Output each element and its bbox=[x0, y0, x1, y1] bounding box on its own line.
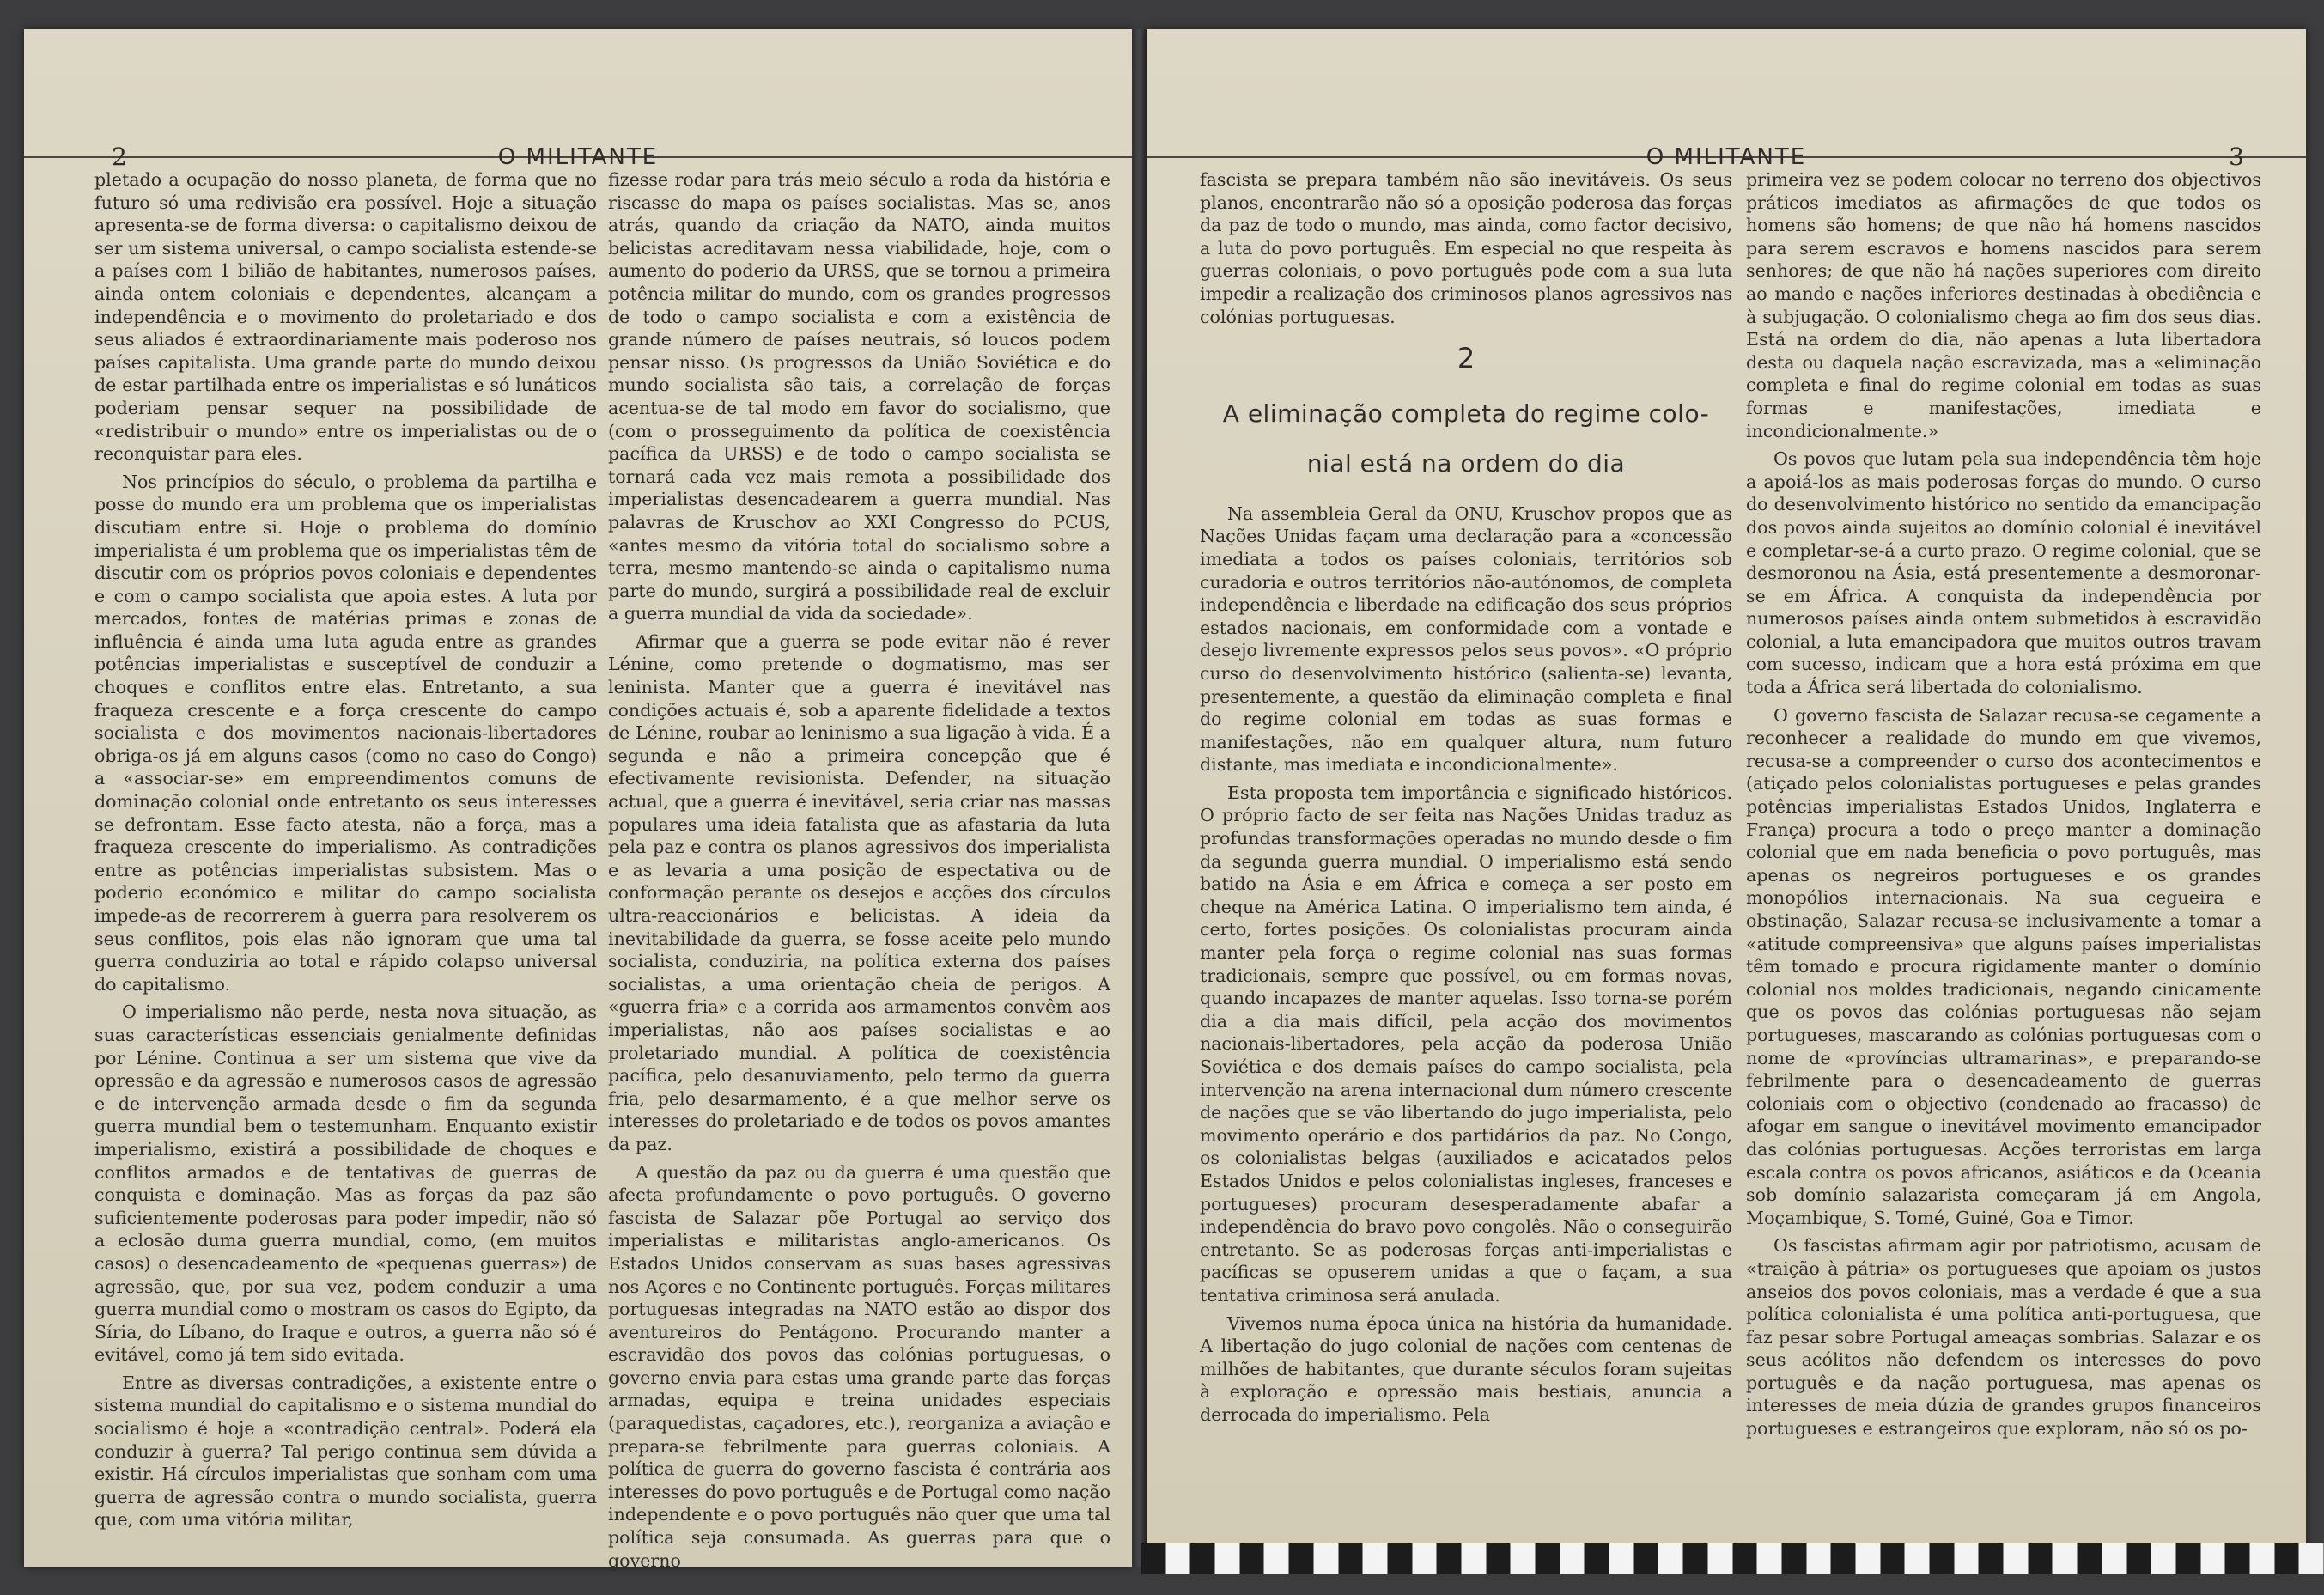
paragraph: Afirmar que a guerra se pode evitar não é rever Lénine, como pretende o dogmatismo, mas ser leninista. Manter que a guerra é inevitável nas condições actuais é, sob a aparente fidelidade a textos de Lénine, roubar ao leninismo a sua ligação à vida. É a segunda e não a primeira concepção que é efectivamente revisionista. Defender, na situação actual, que a guerra é inevitável, seria criar nas massas populares uma ideia fatalista que as afastaria da luta pela paz e contra os planos agressivos dos imperialista e as levaria a uma posição de espectativa ou de conformação perante os desejos e acções dos círculos ultra-reaccionários e belicistas. A ideia da inevitabilidade da guerra, se fosse aceite pelo mundo socialista, conduziria, na política externa dos países socialistas, a uma orientação cheia de perigos. A «guerra fria» e a corrida aos armamentos convêm aos imperialistas, não aos países socialistas e ao proletariado mundial. A política de coexistência pacífica, pelo desanuviamento, pelo termo da guerra fria, pelo desarmamento, é a que melhor serve os interesses do proletariado e de todos os povos amantes da paz. bbox=[608, 630, 1110, 1154]
page-number: 2 bbox=[112, 143, 127, 171]
section-title-line-1: A eliminação completa do regime colo- bbox=[1222, 399, 1710, 428]
left-page bbox=[24, 29, 1132, 1571]
paragraph: Nos princípios do século, o problema da partilha e posse do mundo era um problema que os imperialistas discutiam entre si. Hoje o problema do domínio imperialista é um problema que os imperialistas têm de discutir com os próprios povos coloniais e dependentes e com o campo socialista que apoia estes. A luta por mercados, fontes de matérias primas e zonas de influência é ainda uma luta aguda entre as grandes potências imperialistas e susceptível de conduzir a choques e conflitos entre elas. Entretanto, a sua fraqueza crescente e a força crescente do campo socialista e dos movimentos nacionais-libertadores obriga-os já em alguns casos (como no caso do Congo) a «associar-se» em empreendimentos comuns de dominação colonial onde entretanto os seus interesses se defrontam. Esse facto atesta, não a força, mas a fraqueza crescente do imperialismo. As contradições entre as potências imperialistas subsistem. Mas o poderio económico e militar do campo socialista impede-as de recorrerem à guerra para resolverem os seus conflitos, pois elas não ignoram que uma tal guerra conduziria ao total e rápido colapso universal do capitalismo. bbox=[94, 471, 597, 995]
paragraph: A questão da paz ou da guerra é uma questão que afecta profundamente o povo português. O governo fascista de Salazar põe Portugal ao serviço dos imperialistas e militaristas anglo-americanos. Os Estados Unidos conservam as suas bases agressivas nos Açores e no Continente português. Forças militares portuguesas integradas na NATO estão ao dispor dos aventureiros do Pentágono. Procurando manter a escravidão dos povos das colónias portuguesas, o governo envia para estas uma grande parte das forças armadas, equipa e treina unidades especiais (paraquedistas, caçadores, etc.), reorganiza a aviação e prepara-se febrilmente para guerras coloniais. A política de guerra do governo fascista é contrária aos interesses do povo português e de Portugal como nação independente e o povo português não quer que uma tal política seja consumada. As guerras para que o governo bbox=[608, 1161, 1110, 1571]
paragraph: fascista se prepara também não são inevitáveis. Os seus planos, encontrarão não só a oposição poderosa das forças da paz de todo o mundo, mas ainda, como factor decisivo, a luta do povo português. Em especial no que respeita às guerras coloniais, o povo português pode com a sua luta impedir a realização dos criminosos planos agressivos nas colónias portuguesas. bbox=[1200, 169, 1732, 327]
paragraph: Os povos que lutam pela sua independência têm hoje a apoiá-los as mais poderosas forças do mundo. O curso do desenvolvimento histórico no sentido da emancipação dos povos ainda sujeitos ao domínio colonial é inevitável e completar-se-á a curto prazo. O regime colonial, que se desmoronou na Ásia, está presentemente a desmoronar-se em África. A conquista da independência por numerosos países ainda ontem submetidos à escravidão colonial, a luta emancipadora que muitos outros travam com sucesso, indicam que a hora está próxima em que toda a África será libertada do colonialismo. bbox=[1746, 448, 2261, 698]
page-fold bbox=[1132, 29, 1147, 1567]
paragraph: Entre as diversas contradições, a existente entre o sistema mundial do capitalismo e o sistema mundial do socialismo é hoje a «contradição central». Poderá ela conduzir à guerra? Tal perigo continua sem dúvida a existir. Há círculos imperialistas que sonham com uma guerra de agressão contra o mundo socialista, guerra que, com uma vitória militar, bbox=[94, 1372, 597, 1531]
paragraph: pletado a ocupação do nosso planeta, de forma que no futuro só uma redivisão era possível. Hoje a situação apresenta-se de forma diversa: o capitalismo deixou de ser um sistema universal, o campo socialista estende-se a países com 1 bilião de habitantes, numerosos países, ainda ontem coloniais e dependentes, alcançam a independência e o movimento do proletariado e dos seus aliados é extraordinariamente mais poderoso nos países capitalista. Uma grande parte do mundo deixou de estar partilhada entre os imperialistas e só lunáticos poderiam pensar sequer na possibilidade de «redistribuir o mundo» entre os imperialistas ou de o reconquistar para eles. bbox=[94, 169, 597, 465]
left-page-header bbox=[24, 108, 1132, 171]
paragraph: fizesse rodar para trás meio século a roda da história e riscasse do mapa os países socialistas. Mas se, anos atrás, quando da criação da NATO, ainda muitos belicistas acreditavam nessa viabilidade, hoje, com o aumento do poderio da URSS, que se tornou a primeira potência militar do mundo, com os grandes progressos de todo o campo socialista e com a existência de grande número de países neutrais, só loucos podem pensar nisso. Os progressos da União Soviética e do mundo socialista são tais, a correlação de forças acentua-se de tal modo em favor do socialismo, que (com o prosseguimento da política de coexistência pacífica da URSS) e de todo o campo socialista se tornará cada vez mais remota a possibilidade dos imperialistas desencadearem a guerra mundial. Nas palavras de Kruschov ao XXI Congresso do PCUS, «antes mesmo da vitória total do socialismo sobre a terra, mesmo mantendo-se ainda o capitalismo numa parte do mundo, surgirá a possibilidade real de excluir a guerra mundial da vida da sociedade». bbox=[608, 169, 1110, 624]
left-column-1 bbox=[94, 168, 597, 1531]
paragraph: Esta proposta tem importância e significado históricos. O próprio facto de ser feita nas Nações Unidas traduz as profundas transformações operadas no mundo desde o fim da segunda guerra mundial. O imperialismo está sendo batido na Ásia e em África e começa a ser posto em cheque na América Latina. O imperialismo tem ainda, é certo, fortes posições. Os colonialistas procuram ainda manter pela força o regime colonial nas suas formas tradicionais, sempre que possível, ou em formas novas, quando incapazes de manter aquelas. Isso torna-se porém dia a dia mais difícil, pela acção dos movimentos nacionais-libertadores, pela acção da poderosa União Soviética e dos demais países do campo socialista, pela intervenção na arena internacional dum número crescente de nações que se vão libertando do jugo imperialista, pelo movimento operário e dos partidários da paz. No Congo, os colonialistas belgas (auxiliados e acicatados pelos Estados Unidos e pelos colonialistas ingleses, franceses e portugueses) procuram desesperadamente abafar a independência do bravo povo congolês. Não o conseguirão entretanto. Se as poderosas forças anti-imperialistas e pacíficas se opuserem unidas a que o façam, a sua tentativa criminosa será anulada. bbox=[1200, 782, 1732, 1306]
paragraph: Vivemos numa época única na história da humanidade. A libertação do jugo colonial de nações com centenas de milhões de habitantes, que durante séculos foram sujeitas à exploração e opressão mais bestiais, anuncia a derrocada do imperialismo. Pela bbox=[1200, 1312, 1732, 1425]
paragraph: O imperialismo não perde, nesta nova situação, as suas características essenciais genialmente definidas por Lénine. Continua a ser um sistema que vive da opressão e da agressão e numerosos casos de agressão e de intervenção armada desde o fim da segunda guerra mundial bem o testemunham. Enquanto existir imperialismo, existirá a possibilidade de choques e conflitos armados e de tentativas de guerras de conquista e dominação. Mas as forças da paz são suficientemente poderosas para poder impedir, não só a eclosão duma guerra mundial, como, (em muitos casos) o desencadeamento de «pequenas guerras») de agressão, que, por sua vez, podem conduzir a uma guerra mundial como o mostram os casos do Egipto, da Síria, do Líbano, do Iraque e outros, a guerra não só é evitável, como já tem sido evitada. bbox=[94, 1001, 597, 1366]
page-number: 3 bbox=[2229, 143, 2244, 171]
right-column-1 bbox=[1200, 168, 1732, 1427]
paragraph: primeira vez se podem colocar no terreno dos objectivos práticos imediatos as afirmações de que todos os homens são homens; de que não há homens nascidos para serem escravos e homens nascidos para serem senhores; de que não há nações superiores com direito ao mando e nações inferiores destinadas à obediência e à subjugação. O colonialismo chega ao fim dos seus dias. Está na ordem do dia, não apenas a luta libertadora desta ou daquela nação escravizada, mas a «eliminação completa e final do regime colonial em todas as suas formas e manifestações, imediata e incondicionalmente.» bbox=[1746, 169, 2261, 441]
page-header-title: O MILITANTE bbox=[497, 144, 659, 170]
section-number: 2 bbox=[1457, 342, 1475, 375]
right-page-header bbox=[1147, 108, 2306, 171]
right-page bbox=[1147, 29, 2306, 1567]
right-column-1-after bbox=[1200, 502, 1732, 1427]
section-heading bbox=[1200, 342, 1732, 489]
paragraph: Os fascistas afirmam agir por patriotismo, acusam de «traição à pátria» os portugueses que apoiam os justos anseios dos povos coloniais, mas a verdade é que a sua política colonialista é uma política anti-portuguesa, que faz pesar sobre Portugal ameaças sombrias. Salazar e os seus acólitos não defendem os interesses do povo português e da nação portuguesa, mas apenas os interesses de meia dúzia de grandes grupos financeiros portugueses e estrangeiros que exploram, não só os po- bbox=[1746, 1235, 2261, 1440]
section-title-line-2: nial está na ordem do dia bbox=[1306, 448, 1626, 478]
right-column-2 bbox=[1746, 168, 2261, 1440]
paragraph: Na assembleia Geral da ONU, Kruschov propos que as Nações Unidas façam uma declaração para a «concessão imediata a todos os países coloniais, territórios sob curadoria e outros territórios não-autónomos, de completa independência e liberdade na edificação dos seus próprios estados nacionais, em conformidade com a vontade e desejo livremente expressos pelos seus povos». «O próprio curso do desenvolvimento histórico (salienta-se) levanta, presentemente, a questão da eliminação completa e final do regime colonial em todas as suas formas e manifestações, não em qualquer altura, num futuro distante, mas imediata e incondicionalmente». bbox=[1200, 502, 1732, 776]
paragraph: O governo fascista de Salazar recusa-se cegamente a reconhecer a realidade do mundo em que vivemos, recusa-se a compreender o curso dos acontecimentos e (atiçado pelos colonialistas portugueses e pelas grandes potências imperialistas Estados Unidos, Inglaterra e França) procura a todo o preço manter a dominação colonial que em nada beneficia o povo português, mas apenas os negreiros portugueses e os grandes monopólios internacionais. Na sua cegueira e obstinação, Salazar recusa-se inclusivamente a tomar a «atitude compreensiva» que alguns países imperialistas têm tomado e procura rigidamente manter o domínio colonial nos moldes tradicionais, negando cinicamente que os povos das colónias portuguesas não sejam portugueses, mascarando as colónias portuguesas com o nome de «províncias ultramarinas», e preparando-se febrilmente para o desencadeamento de guerras coloniais com o objectivo (condenado ao fracasso) de afogar em sangue o inevitável movimento emancipador das colónias portuguesas. Acções terroristas em larga escala contra os povos africanos, asiáticos e da Oceania sob domínio salazarista começaram já em Angola, Moçambique, S. Tomé, Guiné, Goa e Timor. bbox=[1746, 704, 2261, 1228]
color-scale-ruler bbox=[1141, 1543, 2324, 1574]
right-column-1-before bbox=[1200, 168, 1732, 328]
left-column-2 bbox=[608, 168, 1110, 1572]
page-header-title: O MILITANTE bbox=[1646, 144, 1807, 170]
